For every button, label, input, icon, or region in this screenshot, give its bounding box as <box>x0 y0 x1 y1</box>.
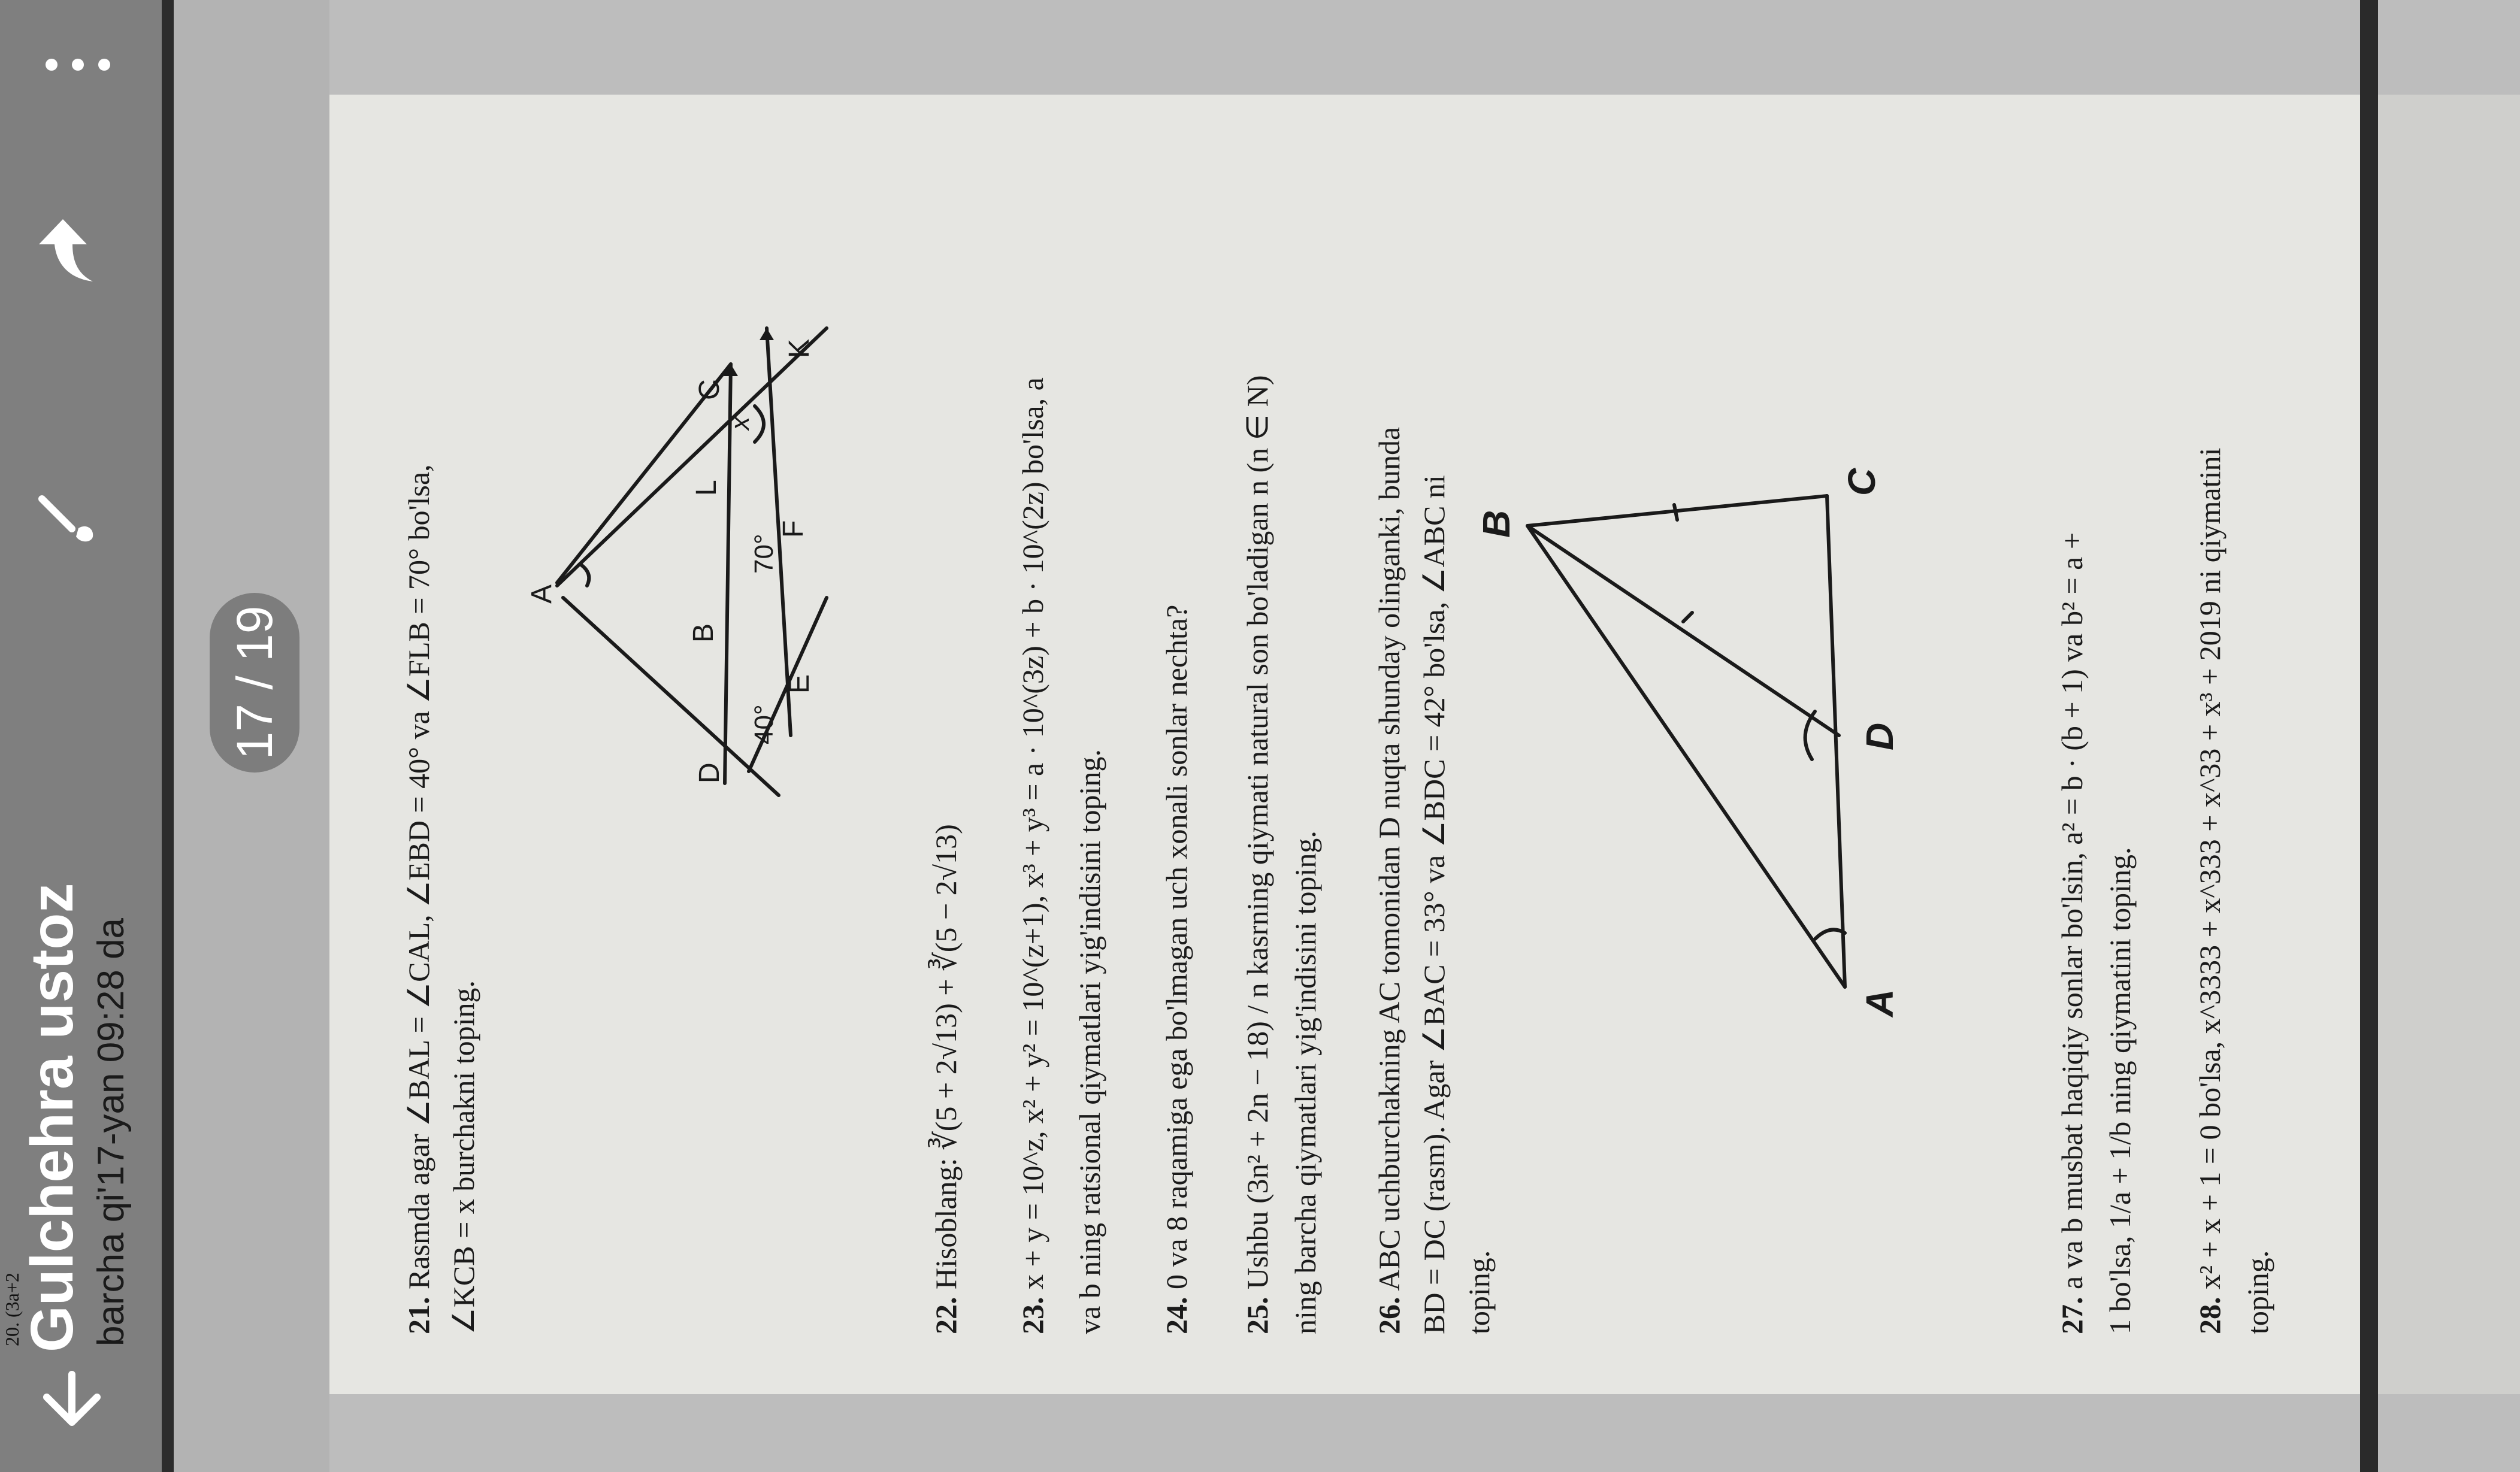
label-b: B <box>1475 510 1518 538</box>
figure-21 <box>491 316 875 855</box>
problem-27-line2: 1 bo'lsa, 1/a + 1/b ning qiymatini toping. <box>2103 847 2137 1334</box>
next-page-preview[interactable] <box>2378 95 2520 1394</box>
problem-27-number: 27. <box>2055 1297 2089 1334</box>
line-side-a <box>557 328 827 586</box>
problem-28-text: x² + x + 1 = 0 bo'lsa, x^3333 + x^333 + x^33 + x³ + 2019 ni qiymatini <box>2193 447 2226 1289</box>
problem-25-line1 <box>1240 375 1275 1334</box>
label-l: L <box>691 480 722 496</box>
problem-22-number: 22. <box>929 1297 963 1334</box>
problem-21-text: Rasmda agar ∠BAL = ∠CAL, ∠EBD = 40° va ∠FLB = 70° bo'lsa, <box>402 464 435 1289</box>
problem-26-line1 <box>1372 427 1406 1334</box>
label-d: D <box>1858 722 1901 750</box>
problem-26-line2: BD = DC (rasm). Agar ∠BAC = 33° va ∠BDC = 42° bo'lsa, ∠ABC ni <box>1417 475 1451 1334</box>
worksheet-page <box>329 95 2360 1394</box>
label-a: A <box>1858 989 1901 1017</box>
label-a: A <box>526 584 558 604</box>
tick-dc <box>1674 505 1677 520</box>
label-x: x <box>725 417 755 430</box>
problem-21-line2: ∠KCB = x burchakni toping. <box>447 980 480 1334</box>
problem-22 <box>928 824 963 1334</box>
angle-a-arc <box>1815 929 1845 939</box>
tick-bd <box>1683 613 1692 622</box>
label-c: C <box>1840 468 1883 496</box>
label-d: D <box>694 762 725 783</box>
more-vertical-icon[interactable] <box>42 53 114 77</box>
edit-pencil-icon[interactable] <box>33 484 99 550</box>
label-c: C <box>694 379 725 400</box>
page-gap <box>2360 0 2378 1472</box>
problem-26-line3: toping. <box>1462 1250 1496 1334</box>
angle-70: 70° <box>749 534 779 574</box>
problem-26-text: ABC uchburchakning AC tomonidan D nuqta shunday olinganki, bunda <box>1372 426 1406 1291</box>
side-ab <box>1527 526 1845 987</box>
problem-25-number: 25. <box>1241 1297 1274 1334</box>
problem-27-text: a va b musbat haqiqiy sonlar bo'lsin, a² = b · (b + 1) va b² = a + <box>2055 532 2089 1289</box>
problem-22-text: Hisoblang: ∛(5 + 2√13) + ∛(5 − 2√13) <box>929 824 963 1289</box>
arrow-head-k <box>760 328 774 340</box>
previous-message-hint: 20. (3a+2 <box>1 1273 23 1346</box>
problem-27-line1 <box>2055 532 2089 1334</box>
share-icon[interactable] <box>33 214 99 286</box>
sender-name: Gulchehra ustoz <box>19 883 86 1352</box>
label-k: K <box>783 338 815 358</box>
segment-bd <box>1527 526 1839 735</box>
problem-25-text: Ushbu (3n² + 2n − 18) / n kasrning qiymati natural son bo'ladigan n (n ∈ N) <box>1241 375 1274 1289</box>
angle-40: 40° <box>749 704 779 744</box>
problem-23-line1 <box>1015 377 1050 1334</box>
problem-23-line2: va b ning ratsional qiymatlari yig'indisini toping. <box>1073 749 1106 1334</box>
problem-21-number: 21. <box>402 1297 435 1334</box>
page-counter: 17 / 19 <box>210 593 300 773</box>
problem-21-line1 <box>401 464 436 1334</box>
header-divider <box>162 0 174 1472</box>
problem-23-number: 23. <box>1016 1297 1049 1334</box>
label-e: E <box>783 674 815 693</box>
problem-28-line2: toping. <box>2241 1250 2274 1334</box>
angle-x-arc <box>755 406 764 442</box>
line-side-c <box>563 598 779 795</box>
problem-24-number: 24. <box>1160 1297 1193 1334</box>
side-ac <box>1827 496 1845 987</box>
problem-26-number: 26. <box>1372 1297 1406 1334</box>
label-b: B <box>688 623 719 643</box>
label-f: F <box>778 520 809 538</box>
problem-24 <box>1159 605 1194 1334</box>
chat-header <box>0 0 162 1472</box>
figure-26 <box>1456 376 1935 1095</box>
problem-24-text: 0 va 8 raqamiga ega bo'lmagan uch xonali sonlar nechta? <box>1160 604 1193 1289</box>
problem-25-line2: ning barcha qiymatlari yig'indisini toping. <box>1288 831 1322 1334</box>
problem-28-number: 28. <box>2193 1297 2226 1334</box>
message-timestamp: barcha qi'17-yan 09:28 da <box>90 917 132 1346</box>
problem-23-text: x + y = 10^z, x² + y² = 10^(z+1), x³ + y³ = a · 10^(3z) + b · 10^(2z) bo'lsa, a <box>1016 377 1049 1289</box>
angle-a-arc <box>581 565 589 586</box>
back-arrow-icon[interactable] <box>36 1367 108 1439</box>
problem-28-line1 <box>2192 448 2227 1334</box>
